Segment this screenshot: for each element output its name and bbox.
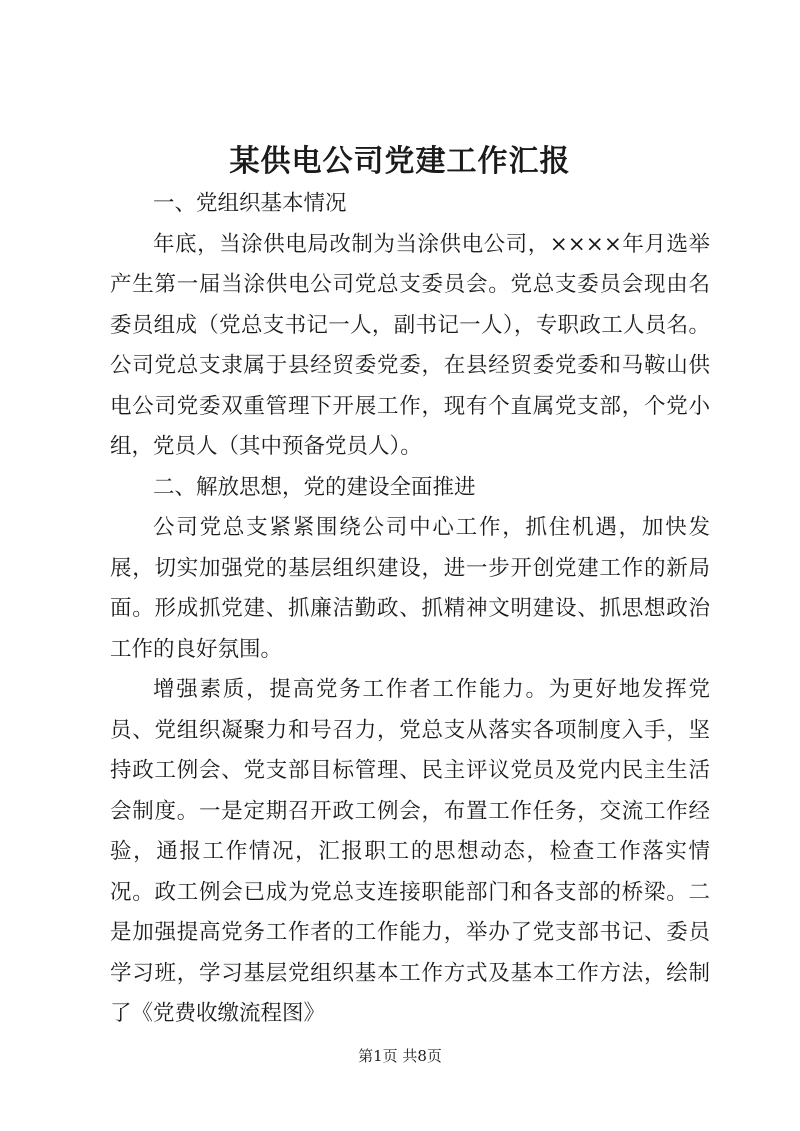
section-1-paragraph-1: 年底，当涂供电局改制为当涂供电公司，××××年月选举产生第一届当涂供电公司党总支委员会。党总支委员会现由名委员组成（党总支书记一人，副书记一人），专职政工人员名。公司党总支隶属于县经贸委党委，在县经贸委党委和马鞍山供电公司党委双重管理下开展工作，现有个直属党支部，个党小组，党员人（其中预备党员人）。 [110,231,710,459]
section-2-paragraph-1: 公司党总支紧紧围绕公司中心工作，抓住机遇，加快发展，切实加强党的基层组织建设，进一步开创党建工作的新局面。形成抓党建、抓廉洁勤政、抓精神文明建设、抓思想政治工作的良好氛围。 [110,515,710,662]
section-heading-1: 一、党组织基本情况 [153,191,347,216]
section-2-paragraph-2: 增强素质，提高党务工作者工作能力。为更好地发挥党员、党组织凝聚力和号召力，党总支从落实各项制度入手，坚持政工例会、党支部目标管理、民主评议党员及党内民主生活会制度。一是定期召开政工例会，布置工作任务，交流工作经验，通报工作情况，汇报职工的思想动态，检查工作落实情况。政工例会已成为党总支连接职能部门和各支部的桥梁。二是加强提高党务工作者的工作能力，举办了党支部书记、委员学习班，学习基层党组织基本工作方式及基本工作方法，绘制了《党费收缴流程图》 [110,677,710,1026]
document-title: 某供电公司党建工作汇报 [229,144,571,179]
section-heading-2: 二、解放思想，党的建设全面推进 [153,474,476,500]
document-body [110,184,710,1035]
page-number-footer: 第1页 共8页 [358,1047,442,1065]
